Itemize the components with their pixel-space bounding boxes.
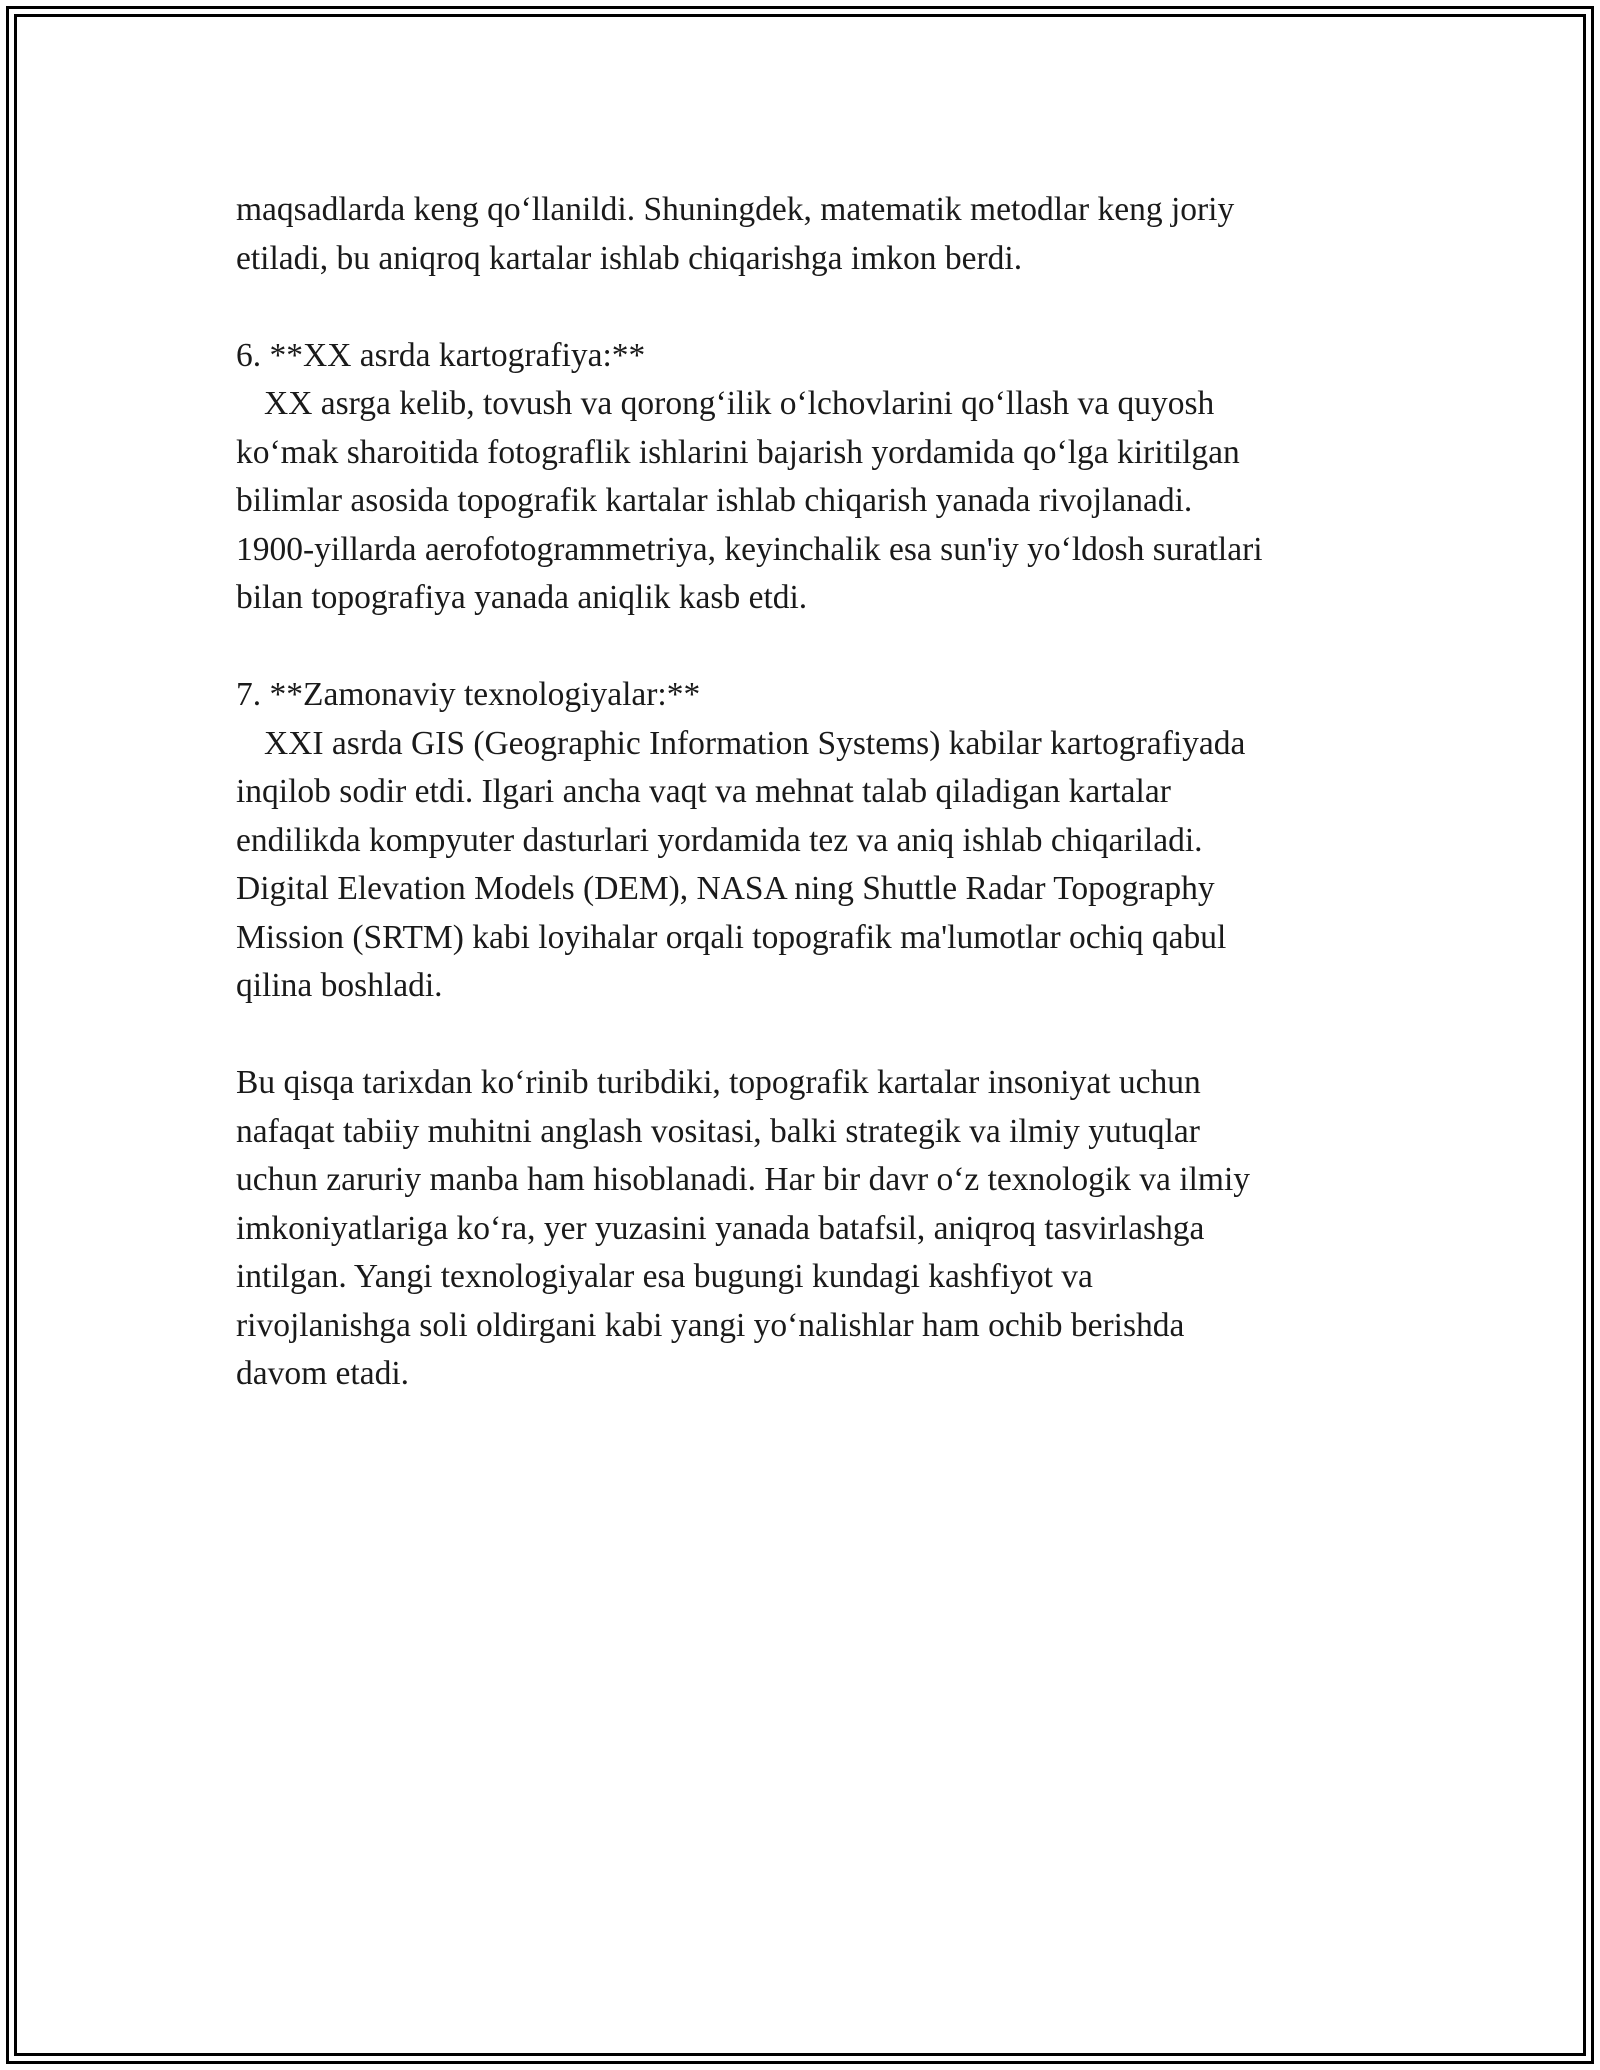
text-line: Bu qisqa tarixdan ko‘rinib turibdiki, topografik kartalar insoniyat uchun [236, 1064, 1201, 1101]
document-body [236, 186, 1376, 1447]
text-line: XXI asrda GIS (Geographic Information Systems) kabilar kartografiyada [264, 724, 1246, 762]
section-heading: 7. **Zamonaviy texnologiyalar:** [236, 676, 701, 713]
text-line: intilgan. Yangi texnologiyalar esa bugungi kundagi kashfiyot va [236, 1258, 1093, 1295]
text-line: etiladi, bu aniqroq kartalar ishlab chiqarishga imkon berdi. [236, 239, 1023, 277]
section-7 [236, 671, 1376, 1011]
text-line: bilan topografiya yanada aniqlik kasb etdi. [236, 579, 808, 616]
text-line: 1900-yillarda aerofotogrammetriya, keyinchalik esa sun'iy yo‘ldosh suratlari [236, 530, 1263, 568]
text-line: davom etadi. [236, 1355, 410, 1392]
text-line: ko‘mak sharoitida fotograflik ishlarini bajarish yordamida qo‘lga kiritilgan [236, 433, 1240, 471]
paragraph-intro [236, 186, 1376, 283]
text-line: rivojlanishga soli oldirgani kabi yangi yo‘nalishlar ham ochib berishda [236, 1306, 1185, 1344]
text-line: maqsadlarda keng qo‘llanildi. Shuningdek, matematik metodlar keng joriy [236, 191, 1235, 228]
paragraph-conclusion [236, 1059, 1376, 1399]
text-line: qilina boshladi. [236, 967, 443, 1004]
text-line: uchun zaruriy manba ham hisoblanadi. Har bir davr o‘z texnologik va ilmiy [236, 1161, 1251, 1198]
text-line: imkoniyatlariga ko‘ra, yer yuzasini yanada batafsil, aniqroq tasvirlashga [236, 1209, 1205, 1247]
text-line: nafaqat tabiiy muhitni anglash vositasi, balki strategik va ilmiy yutuqlar [236, 1112, 1200, 1150]
text-line: inqilob sodir etdi. Ilgari ancha vaqt va mehnat talab qiladigan kartalar [236, 773, 1171, 810]
text-line: endilikda kompyuter dasturlari yordamida tez va aniq ishlab chiqariladi. [236, 821, 1203, 859]
text-line: Mission (SRTM) kabi loyihalar orqali topografik ma'lumotlar ochiq qabul [236, 918, 1227, 956]
text-line: bilimlar asosida topografik kartalar ishlab chiqarish yanada rivojlanadi. [236, 482, 1193, 519]
text-line: XX asrga kelib, tovush va qorong‘ilik o‘lchovlarini qo‘llash va quyosh [264, 385, 1215, 422]
section-6 [236, 332, 1376, 623]
section-heading: 6. **XX asrda kartografiya:** [236, 336, 646, 374]
text-line: Digital Elevation Models (DEM), NASA ning Shuttle Radar Topography [236, 870, 1215, 907]
